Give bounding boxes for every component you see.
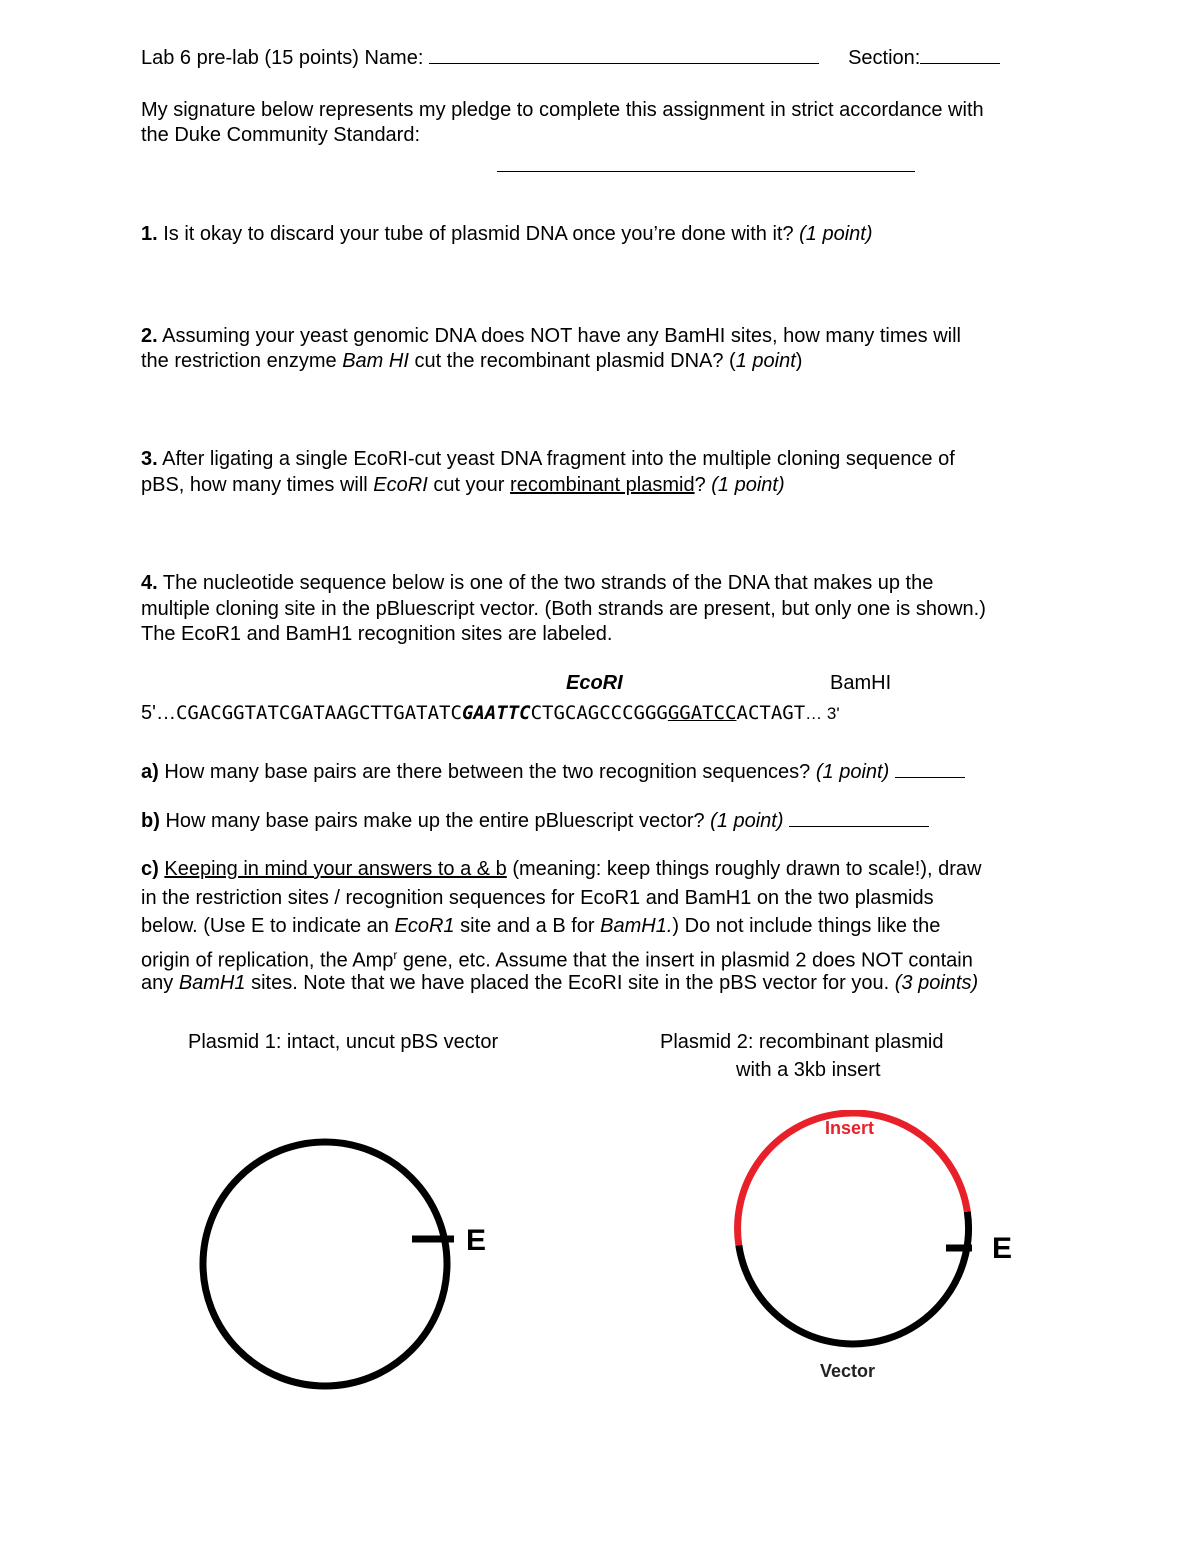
part-b: [141, 808, 929, 834]
seq-part-a: CGACGGTATCGATAAGCTTGATATC: [175, 702, 462, 724]
plasmid-1-ecori-label: E: [466, 1224, 487, 1257]
plasmid-1-circle: [203, 1142, 447, 1386]
part-c-text-4a: origin of replication, the Amp: [141, 949, 394, 972]
part-c-text-5b: sites. Note that we have placed the EcoRI site in the pBS vector for you.: [245, 972, 895, 994]
q2-text-2b: cut the recombinant plasmid DNA? (: [408, 350, 736, 372]
part-a-points: (1 point): [815, 761, 890, 783]
q2-text: Assuming your yeast genomic DNA does NOT have any BamHI sites, how many times will: [157, 325, 961, 347]
plasmid-2-caption-2: with a 3kb insert: [736, 1059, 881, 1081]
q3-text-2b: cut your: [427, 474, 511, 496]
q3-number: 3.: [141, 448, 158, 470]
section-label: Section:: [848, 47, 921, 69]
q2-enzyme: Bam HI: [342, 350, 409, 372]
part-c-bamh1-2: BamH1: [178, 972, 246, 994]
part-c-points: (3 points): [894, 972, 979, 994]
mcs-sequence: [141, 699, 840, 728]
plasmid-2-insert-label: Insert: [825, 1118, 875, 1138]
part-c-amp-superscript: r: [393, 948, 398, 962]
seq-part-c: ACTAGT: [736, 702, 806, 724]
plasmid-2-vector-arc: [739, 1212, 969, 1344]
part-c-ecor1: EcoR1: [394, 915, 455, 937]
part-c-text-3c: ) Do not include things like the: [672, 915, 941, 937]
question-3-line-1: [141, 447, 955, 472]
seq-prefix: 5'…: [141, 702, 176, 724]
q3-points: (1 point): [711, 474, 785, 496]
question-2-line-2: [141, 349, 802, 374]
part-c-bamh1: BamH1.: [600, 915, 673, 937]
q3-text-2a: pBS, how many times will: [141, 474, 374, 496]
part-c-line-3: [141, 914, 940, 939]
part-c-line-1: [141, 857, 981, 882]
q1-text: Is it okay to discard your tube of plasmid DNA once you’re done with it?: [157, 223, 800, 245]
question-1: [141, 222, 873, 247]
part-c-text-1b: (meaning: keep things roughly drawn to scale!), draw: [506, 858, 982, 880]
q3-text-2c: ?: [694, 474, 712, 496]
question-2-line-1: [141, 324, 961, 349]
part-c-line-5: [141, 971, 978, 996]
page-title: Lab 6 pre-lab (15 points) Name:: [141, 47, 424, 69]
plasmid-2-caption-1: Plasmid 2: recombinant plasmid: [660, 1031, 944, 1053]
plasmid-2-ecori-label: E: [992, 1232, 1013, 1265]
part-b-points: (1 point): [710, 810, 784, 832]
pledge-line-2: the Duke Community Standard:: [141, 124, 421, 146]
part-c-text-4b: gene, etc. Assume that the insert in plasmid 2 does NOT contain: [397, 949, 973, 972]
q2-number: 2.: [141, 325, 158, 347]
q4-number: 4.: [141, 572, 158, 594]
question-4-line-2: multiple cloning site in the pBluescript vector. (Both strands are present, but only one is shown.): [141, 598, 986, 620]
q2-text-2a: the restriction enzyme: [141, 350, 343, 372]
seq-part-b: CTGCAGCCCGGG: [530, 702, 668, 724]
plasmid-2-diagram[interactable]: [720, 1110, 1060, 1400]
section-field[interactable]: [920, 45, 1000, 64]
question-4-line-3: The EcoR1 and BamH1 recognition sites are labeled.: [141, 623, 613, 645]
part-a-text: How many base pairs are there between the two recognition sequences?: [158, 761, 816, 783]
plasmid-1-diagram[interactable]: [190, 1120, 520, 1420]
seq-bamhi-site: GGATCC: [667, 702, 737, 724]
name-field[interactable]: [429, 45, 819, 64]
q3-text: After ligating a single EcoRI-cut yeast DNA fragment into the multiple cloning sequence of: [157, 448, 955, 470]
q1-points: (1 point): [799, 223, 873, 245]
part-c-underlined: Keeping in mind your answers to a & b: [164, 858, 507, 880]
q1-number: 1.: [141, 223, 158, 245]
question-4-line-1: [141, 571, 933, 596]
part-b-answer-field[interactable]: [789, 808, 929, 827]
header-line: [141, 45, 1000, 71]
part-c-line-2: in the restriction sites / recognition sequences for EcoR1 and BamH1 on the two plasmids: [141, 887, 934, 909]
signature-field[interactable]: [497, 171, 915, 172]
ecori-label: EcoRI: [566, 672, 623, 694]
plasmid-2-vector-label: Vector: [820, 1361, 876, 1381]
q4-text: The nucleotide sequence below is one of the two strands of the DNA that makes up the: [157, 572, 934, 594]
seq-suffix: … 3': [805, 704, 840, 723]
part-c-label: c): [141, 858, 159, 880]
part-c-line-4: [141, 943, 973, 974]
bamhi-label: BamHI: [830, 672, 892, 694]
q3-enzyme: EcoRI: [373, 474, 428, 496]
pledge-line-1: My signature below represents my pledge to complete this assignment in strict accordance with: [141, 99, 984, 121]
part-b-label: b): [141, 810, 160, 832]
plasmid-1-caption: Plasmid 1: intact, uncut pBS vector: [188, 1031, 499, 1053]
q3-underlined: recombinant plasmid: [510, 474, 695, 496]
part-c-text-3a: below. (Use E to indicate an: [141, 915, 395, 937]
part-c-text-5a: any: [141, 972, 179, 994]
seq-ecori-site: GAATTC: [461, 702, 531, 724]
q2-close: ): [795, 350, 803, 372]
question-3-line-2: [141, 473, 785, 498]
part-c-text-3b: site and a B for: [454, 915, 601, 937]
part-a: [141, 759, 965, 785]
q2-points: 1 point: [735, 350, 796, 372]
part-a-answer-field[interactable]: [895, 759, 965, 778]
part-b-text: How many base pairs make up the entire pBluescript vector?: [159, 810, 711, 832]
part-a-label: a): [141, 761, 159, 783]
